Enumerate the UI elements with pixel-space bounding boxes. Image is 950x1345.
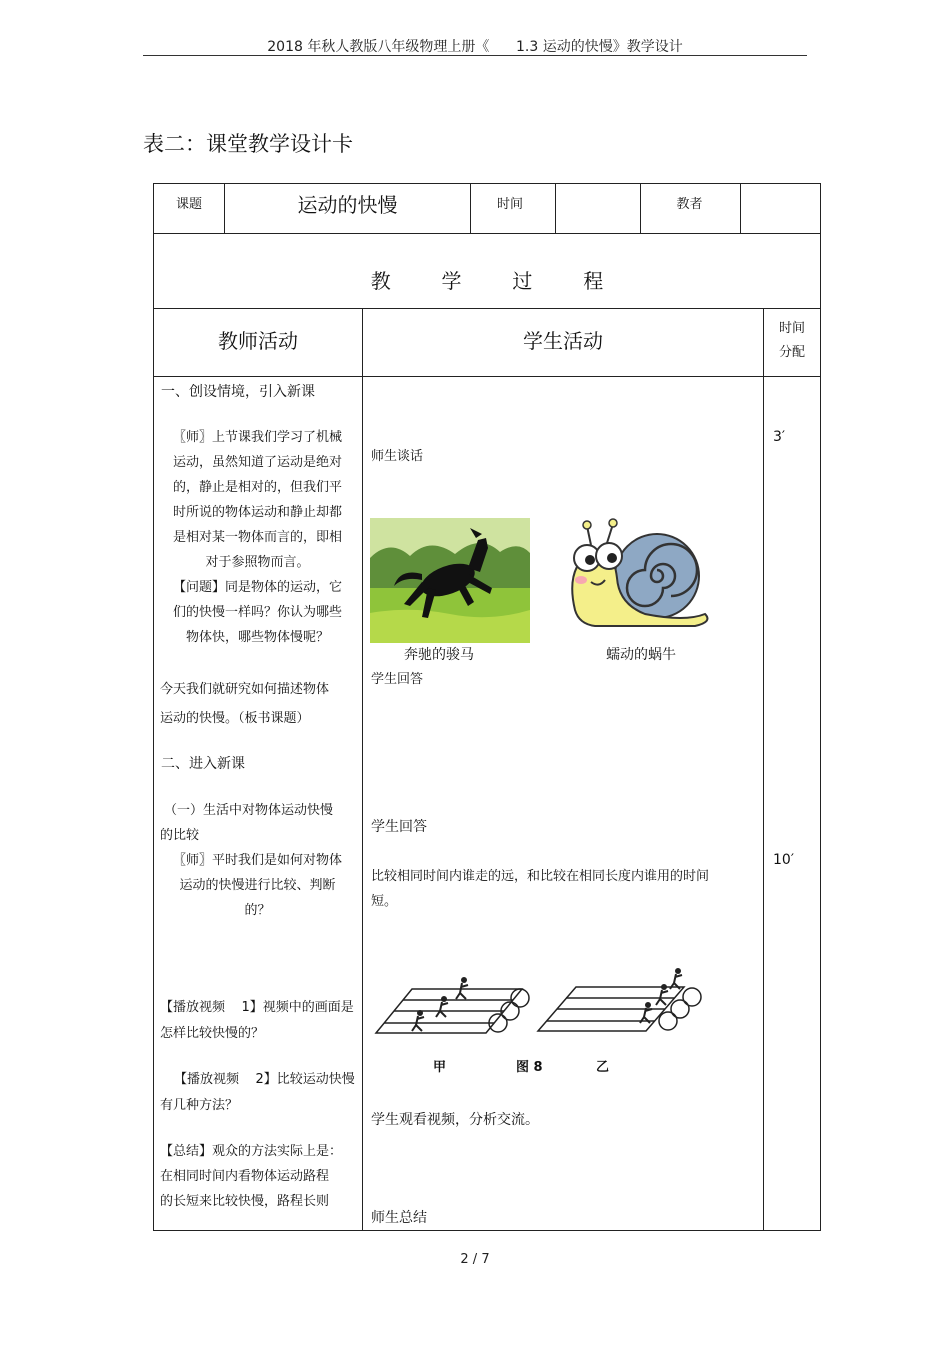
teacher-para-1: 〖师〗上节课我们学习了机械 运动，虽然知道了运动是绝对 的，静止是相对的，但我们平 时所说的物体运动和静止却都 是相对某一物体而言的，即相 对于参照物而言。 【问题】同是物体的运动，它 们的快慢一样吗？你认为哪些 物体快，哪些物体慢呢？ [172,430,342,645]
student-summary: 师生总结 [371,1210,427,1226]
section-1-title: 一、创设情境，引入新课 [161,384,315,400]
teacher-para-7b: 有几种方法？ [160,1098,239,1113]
teacher-para-3b: 运动的快慢。（板书课题） [160,711,310,726]
student-compare-1: 比较相同时间内谁走的远，和比较在相同长度内谁用的时间 [371,869,710,884]
teacher-para-6a: 【播放视频 1】视频中的画面是 [160,1000,354,1015]
snail-picture [555,518,740,643]
teacher-label: 教者 [676,197,703,212]
col-time-header-2: 分配 [778,345,805,360]
student-watch: 学生观看视频，分析交流。 [371,1112,539,1128]
page-header: 2018 年秋人教版八年级物理上册《 1.3 运动的快慢》教学设计 [267,39,683,55]
teacher-para-8b: 在相同时间内看物体运动路程 [160,1169,330,1184]
student-answer-2: 学生回答 [371,819,427,835]
horse-image [370,518,530,643]
header-rule [143,55,807,56]
time-label: 时间 [496,197,523,212]
topic-label: 课题 [175,197,202,212]
topic-value: 运动的快慢 [297,193,398,217]
teacher-para-6b: 怎样比较快慢的？ [160,1026,265,1041]
time-alloc-1: 3′ [773,429,786,445]
section-title: 表二：课堂教学设计卡 [143,132,353,156]
section-2-title: 二、进入新课 [161,756,245,772]
teacher-para-8c: 的长短来比较快慢，路程长则 [160,1194,330,1209]
col-teacher-header: 教师活动 [218,329,298,353]
student-talk: 师生谈话 [371,449,424,464]
time-alloc-2: 10′ [773,852,794,868]
figure-label-b: 乙 [596,1060,610,1075]
teacher-para-4b: 的比较 [160,828,200,843]
race-diagram [372,965,707,1045]
student-compare-2: 短。 [371,894,398,909]
teacher-para-3a: 今天我们就研究如何描述物体 [160,682,330,697]
figure-label-a: 甲 [433,1060,447,1075]
process-title: 教 学 过 程 [370,269,604,293]
page-number: 2 / 7 [460,1252,490,1267]
col-student-header: 学生活动 [523,329,603,353]
figure-label-fig: 图 8 [516,1060,543,1075]
student-answer-1: 学生回答 [371,672,424,687]
horse-photo [370,518,530,643]
horse-caption: 奔驰的骏马 [404,647,474,663]
teacher-para-5: 〖师〗平时我们是如何对物体 运动的快慢进行比较、判断 的？ [172,853,342,918]
teacher-para-4a: （一）生活中对物体运动快慢 [164,803,334,818]
col-time-header-1: 时间 [778,321,805,336]
snail-caption: 蠕动的蜗牛 [606,647,676,663]
teacher-para-7a: 【播放视频 2】比较运动快慢 [174,1072,355,1087]
snail-image [555,518,740,643]
teacher-para-8a: 【总结】观众的方法实际上是： [160,1144,343,1159]
